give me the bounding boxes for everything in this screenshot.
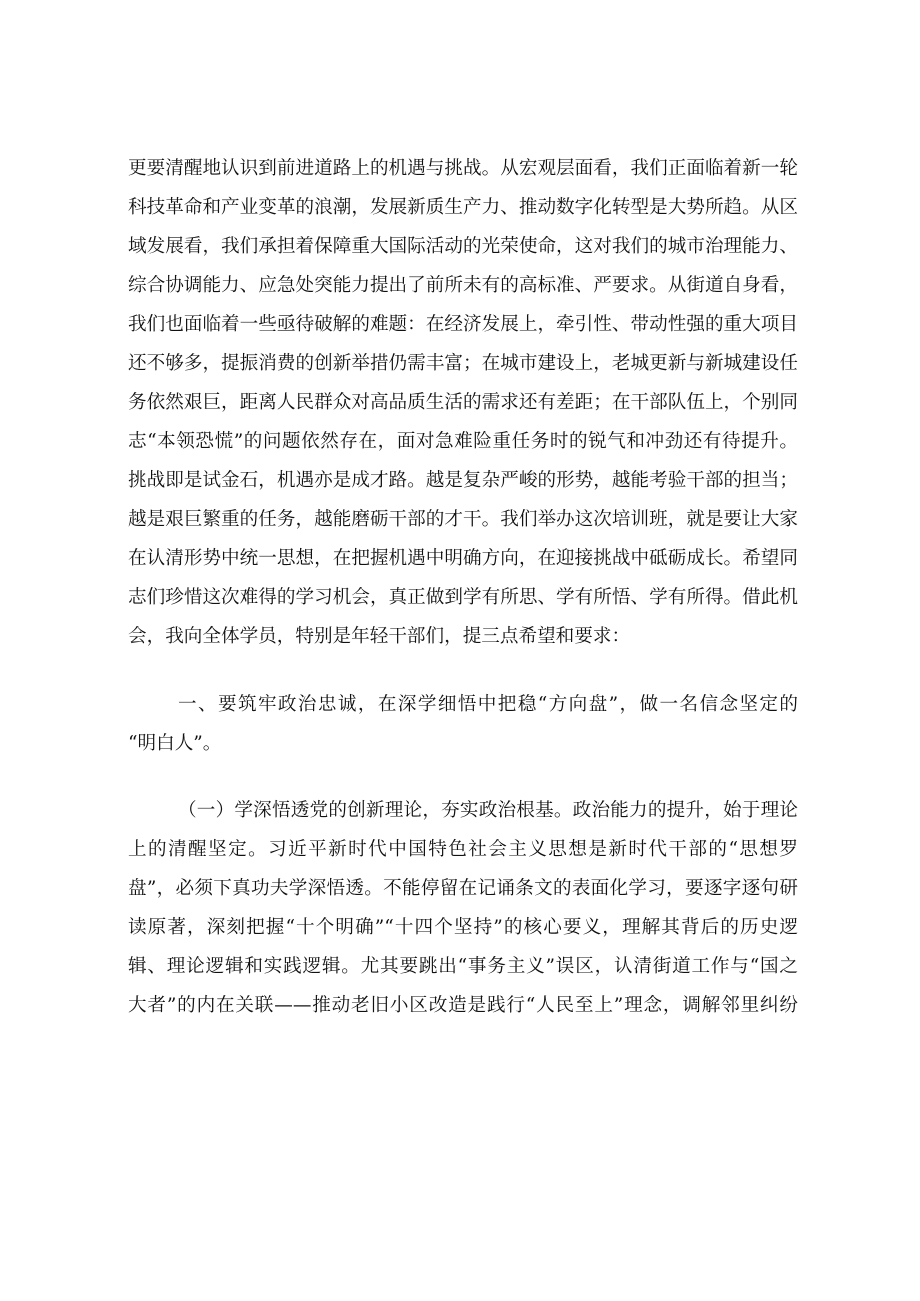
paragraph-line: （一）学深悟透党的创新理论，夯实政治根基。政治能力的提升，始于理论 [178,800,798,821]
paragraph-line: 志“本领恐慌”的问题依然存在，面对急难险重任务时的锐气和冲劲还有待提升。 [128,431,798,452]
paragraph-line: 越是艰巨繁重的任务，越能磨砺干部的才干。我们举办这次培训班，就是要让大家 [128,509,798,530]
paragraph-line: 科技革命和产业变革的浪潮，发展新质生产力、推动数字化转型是大势所趋。从区 [128,197,798,218]
heading-line: 一、要筑牢政治忠诚，在深学细悟中把稳“方向盘”，做一名信念坚定的 [178,694,798,715]
paragraph-line: 辑、理论逻辑和实践逻辑。尤其要跳出“事务主义”误区，认清街道工作与“国之 [128,956,798,977]
paragraph-line: 我们也面临着一些亟待破解的难题：在经济发展上，牵引性、带动性强的重大项目 [128,314,798,335]
paragraph-line: 在认清形势中统一思想，在把握机遇中明确方向，在迎接挑战中砥砺成长。希望同 [128,548,798,569]
paragraph-line: 读原著，深刻把握“十个明确”“十四个坚持”的核心要义，理解其背后的历史逻 [128,917,798,938]
paragraph-line: 还不够多，提振消费的创新举措仍需丰富；在城市建设上，老城更新与新城建设任 [128,353,798,374]
paragraph-line: 域发展看，我们承担着保障重大国际活动的光荣使命，这对我们的城市治理能力、 [128,236,798,257]
paragraph-line: 上的清醒坚定。习近平新时代中国特色社会主义思想是新时代干部的“思想罗 [128,839,798,860]
paragraph-line: 大者”的内在关联——推动老旧小区改造是践行“人民至上”理念，调解邻里纠纷 [128,995,798,1016]
paragraph-line: 务依然艰巨，距离人民群众对高品质生活的需求还有差距；在干部队伍上，个别同 [128,392,798,413]
paragraph-line: 会，我向全体学员，特别是年轻干部们，提三点希望和要求： [128,626,631,647]
paragraph-line: 更要清醒地认识到前进道路上的机遇与挑战。从宏观层面看，我们正面临着新一轮 [128,158,798,179]
paragraph-line: 挑战即是试金石，机遇亦是成才路。越是复杂严峻的形势，越能考验干部的担当； [128,470,798,491]
paragraph-line: 盘”，必须下真功夫学深悟透。不能停留在记诵条文的表面化学习，要逐字逐句研 [128,878,798,899]
paragraph-line: 综合协调能力、应急处突能力提出了前所未有的高标准、严要求。从街道自身看， [128,275,798,296]
heading-line: “明白人”。 [128,733,222,754]
paragraph-line: 志们珍惜这次难得的学习机会，真正做到学有所思、学有所悟、学有所得。借此机 [128,587,798,608]
